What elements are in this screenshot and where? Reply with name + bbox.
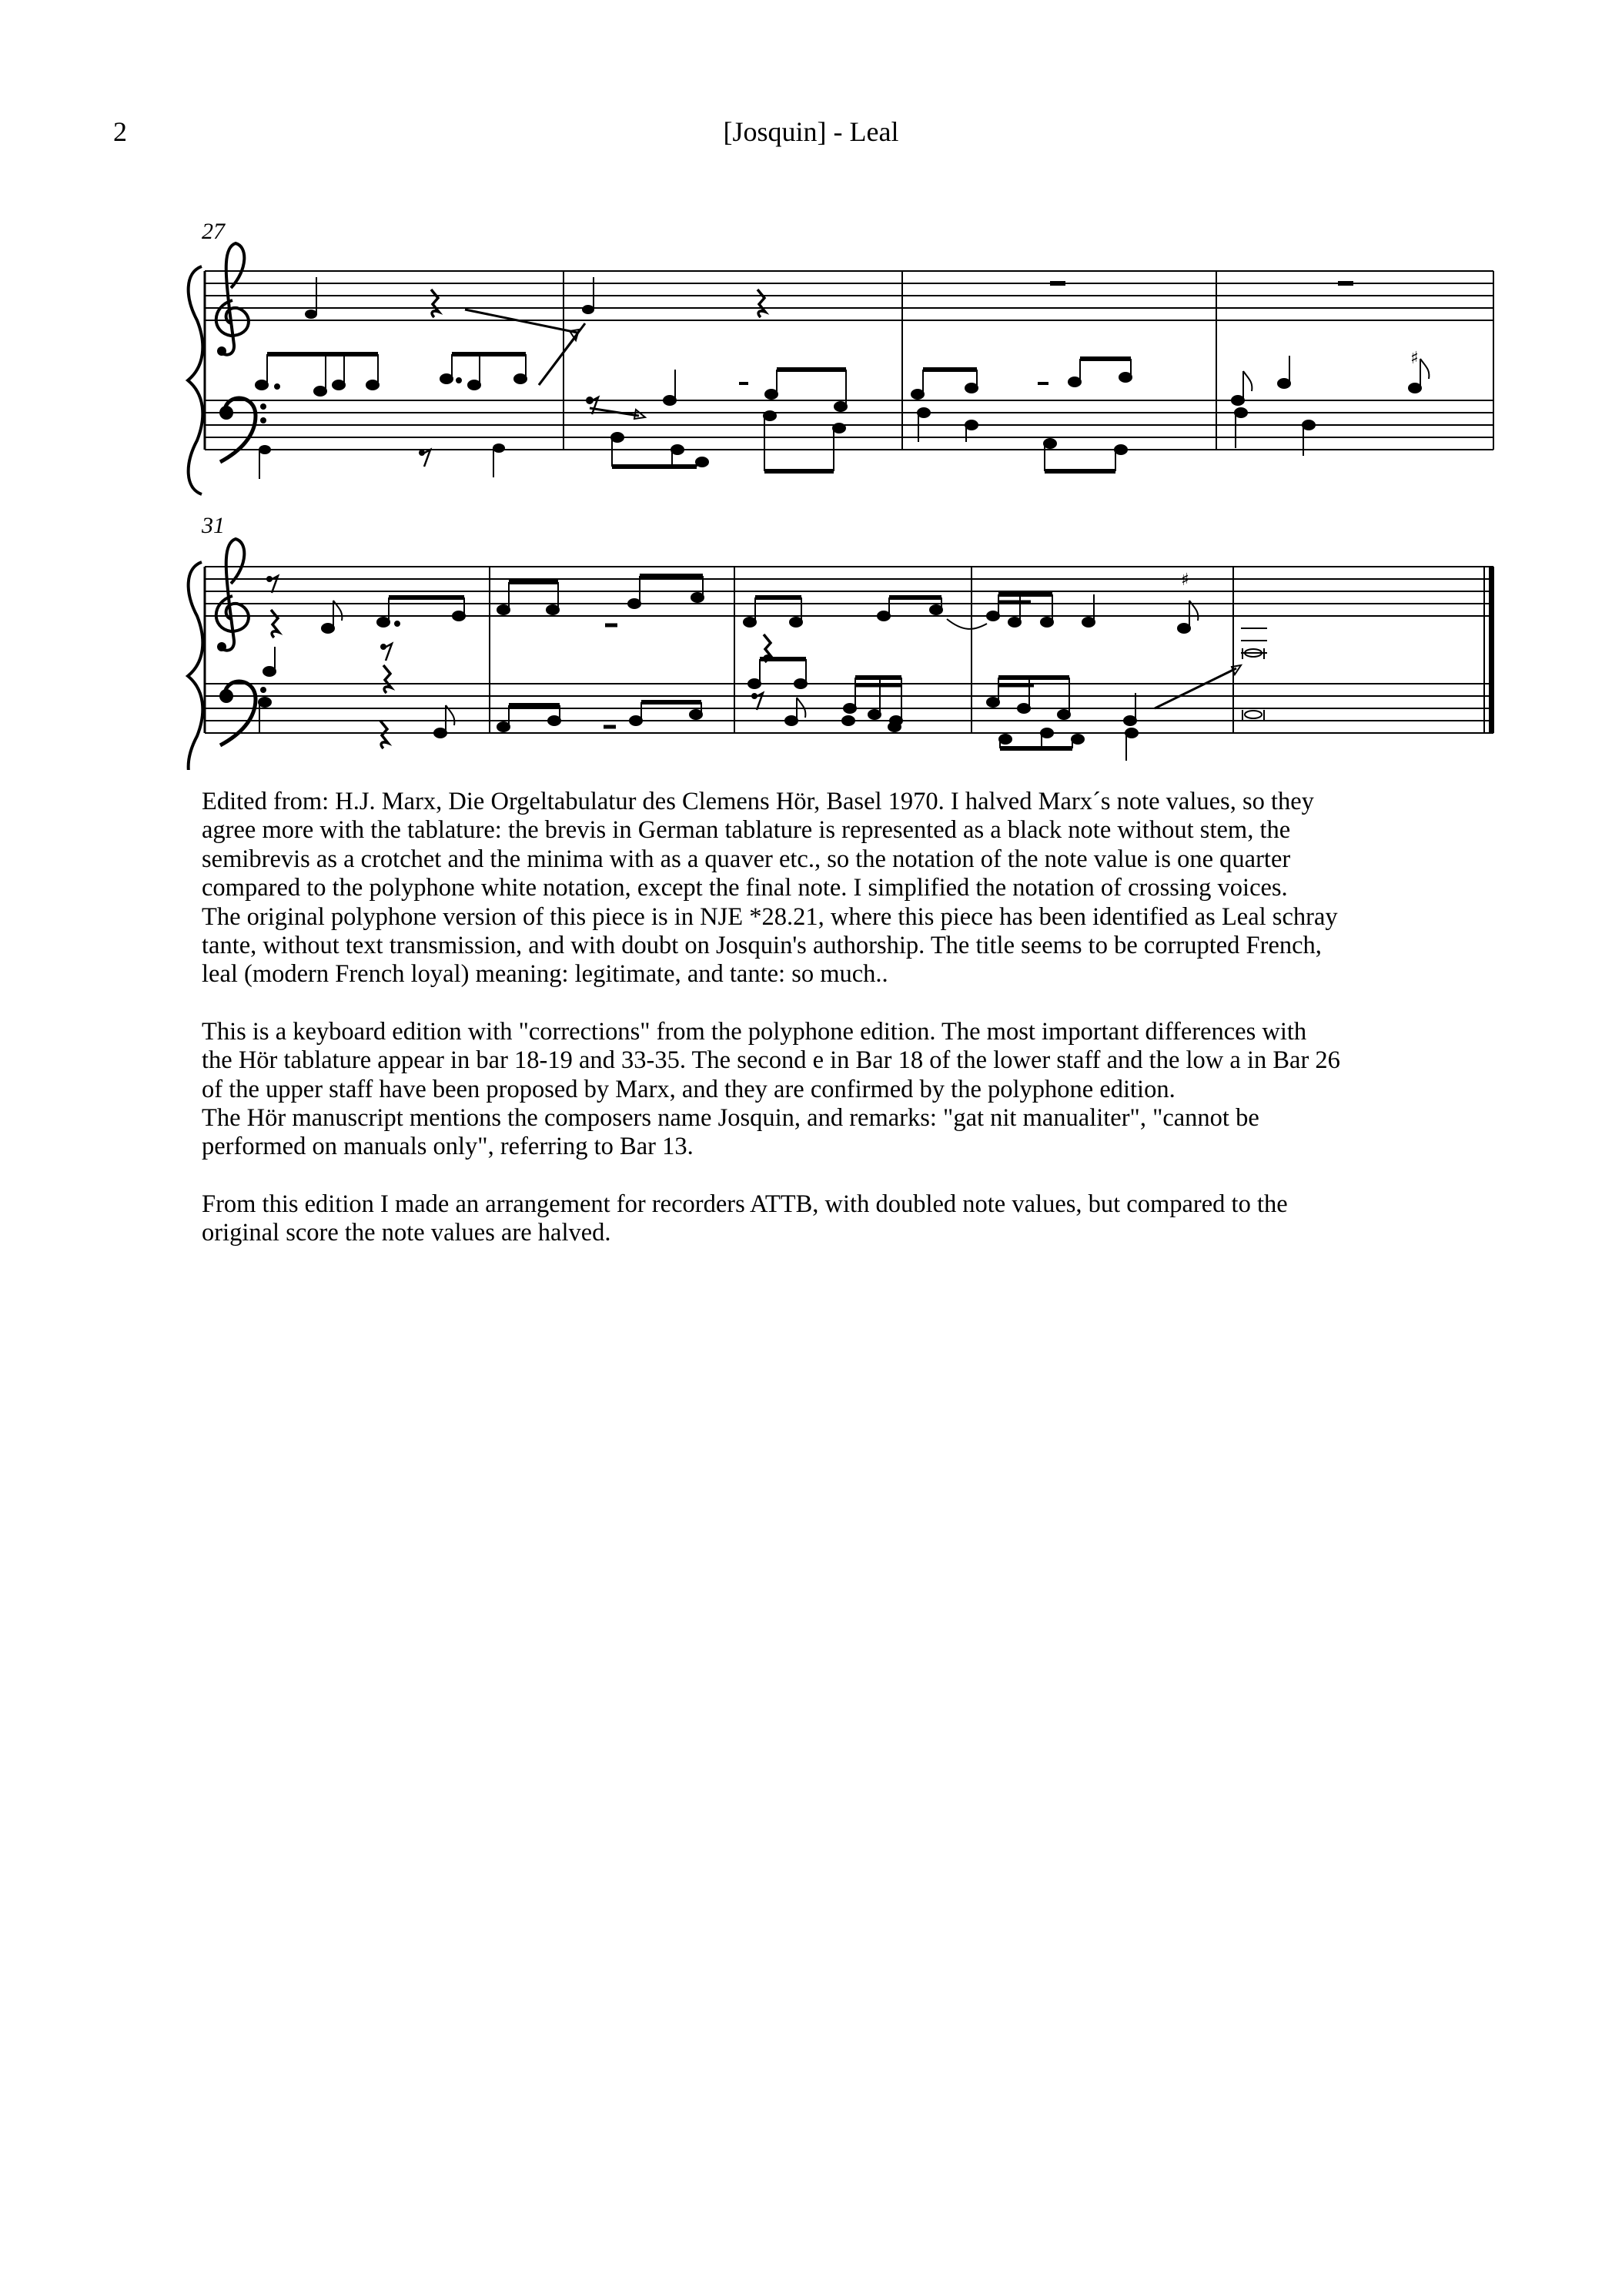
notes-line: The original polyphone version of this piece is in NJE *28.21, where this piece has been identified as Leal schray <box>202 902 1338 931</box>
notes-paragraph-3 <box>202 1190 1526 1248</box>
notes-line: performed on manuals only", referring to Bar 13. <box>202 1133 694 1161</box>
music-score <box>0 0 1622 770</box>
system-1 <box>188 219 1493 494</box>
notes-paragraph-1 <box>202 788 1526 989</box>
notes-paragraph-2 <box>202 1018 1526 1162</box>
notes-line: Edited from: H.J. Marx, Die Orgeltabulatur des Clemens Hör, Basel 1970. I halved Marx´s note values, so they <box>202 788 1314 815</box>
system-2 <box>188 513 1494 770</box>
notes-line: original score the note values are halved. <box>202 1219 611 1247</box>
running-title: [Josquin] - Leal <box>723 116 899 147</box>
notes-line: of the upper staff have been proposed by Marx, and they are confirmed by the polyphone edition. <box>202 1075 1176 1103</box>
notes-line: This is a keyboard edition with "corrections" from the polyphone edition. The most important differences with <box>202 1017 1307 1046</box>
system-2-bar-number: 31 <box>202 513 225 538</box>
system-1-bar-number: 27 <box>202 219 225 244</box>
notes-line: agree more with the tablature: the brevis in German tablature is represented as a black note without stem, the <box>202 816 1291 845</box>
notes-line: semibrevis as a crotchet and the minima with as a quaver etc., so the notation of the note value is one quarter <box>202 845 1291 873</box>
notes-line: leal (modern French loyal) meaning: legitimate, and tante: so much.. <box>202 960 888 989</box>
editorial-notes <box>202 788 1526 1277</box>
notes-line: The Hör manuscript mentions the composers name Josquin, and remarks: "gat nit manualiter", "cannot be <box>202 1104 1259 1133</box>
notes-line: the Hör tablature appear in bar 18-19 and 33-35. The second e in Bar 18 of the lower staff and the low a in Bar 26 <box>202 1046 1340 1075</box>
notes-line: From this edition I made an arrangement for recorders ATTB, with doubled note values, but compared to the <box>202 1190 1288 1218</box>
sharp-sign: ♯ <box>1410 349 1419 368</box>
sharp-sign-2: ♯ <box>1181 571 1189 590</box>
page-number: 2 <box>113 116 127 147</box>
notes-line: tante, without text transmission, and with doubt on Josquin's authorship. The title seems to be corrupted French, <box>202 932 1322 960</box>
notes-line: compared to the polyphone white notation, except the final note. I simplified the notation of crossing voices. <box>202 874 1288 902</box>
